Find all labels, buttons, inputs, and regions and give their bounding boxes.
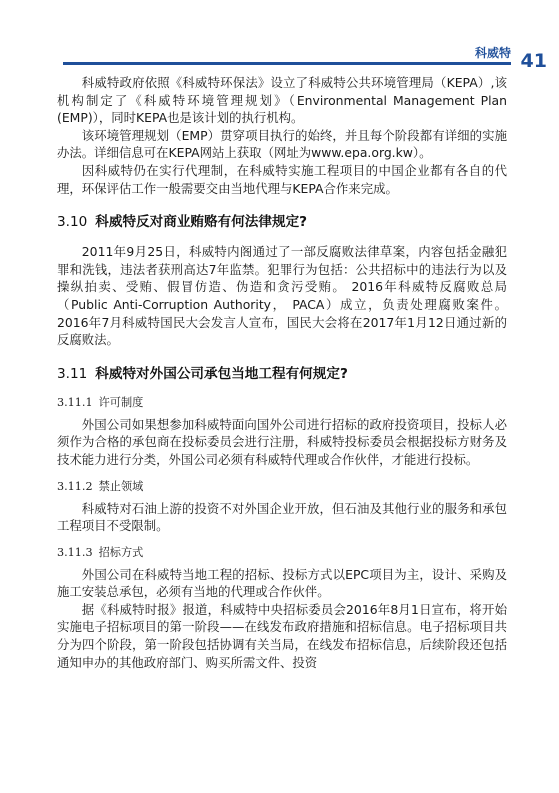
section-heading-3-10 bbox=[57, 213, 507, 231]
paragraph-agency: 因科威特仍在实行代理制，在科威特实施工程项目的中国企业都有各自的代理，环保评估工作一般需要交由当地代理与KEPA合作来完成。 bbox=[57, 162, 507, 196]
subsection-number: 3.11.3 bbox=[57, 545, 93, 559]
section-title: 科威特反对商业贿赂有何法律规定? bbox=[95, 214, 308, 231]
page-number: 41 bbox=[520, 50, 547, 72]
section-number: 3.11 bbox=[57, 365, 88, 382]
paragraph-license: 外国公司如果想参加科威特面向国外公司进行招标的政府投资项目，投标人必须作为合格的承包商在投标委员会进行注册，科威特投标委员会根据投标方财务及技术能力进行分类，外国公司必须有科威特代理或合作伙伴，才能进行投标。 bbox=[57, 416, 507, 467]
subsection-heading-3-11-1 bbox=[57, 395, 507, 411]
subsection-number: 3.11.1 bbox=[57, 395, 93, 409]
subsection-heading-3-11-3 bbox=[57, 545, 507, 561]
subsection-number: 3.11.2 bbox=[57, 479, 93, 493]
paragraph-bidding-method: 外国公司在科威特当地工程的招标、投标方式以EPC项目为主，设计、采购及施工安装总承包，必须有当地的代理或合作伙伴。 bbox=[57, 566, 507, 600]
section-number: 3.10 bbox=[57, 214, 88, 231]
subsection-title: 许可制度 bbox=[98, 395, 144, 409]
subsection-title: 禁止领域 bbox=[98, 479, 144, 493]
paragraph-anti-corruption: 2011年9月25日，科威特内阁通过了一部反腐败法律草案，内容包括金融犯罪和洗钱，违法者获刑高达7年监禁。犯罪行为包括：公共招标中的违法行为以及操纵拍卖、受贿、假冒仿造、伪造和贪污受贿。 2016年科威特反腐败总局（Public Anti-Corruption Authority， PACA）成立，负责处理腐败案件。2016年7月科威特国民大会发言人宣布，国民大会将在2017年1月12日通过新的反腐败法。 bbox=[57, 244, 507, 348]
header-rule bbox=[63, 62, 511, 65]
subsection-title: 招标方式 bbox=[98, 545, 144, 559]
section-heading-3-11 bbox=[57, 365, 507, 383]
header-label: 科威特 bbox=[474, 46, 511, 60]
page-body bbox=[57, 74, 507, 671]
paragraph-emp: 该环境管理规划（EMP）贯穿项目执行的始终，并且每个阶段都有详细的实施办法。详细信息可在KEPA网站上获取（网址为www.epa.org.kw）。 bbox=[57, 127, 507, 161]
section-title: 科威特对外国公司承包当地工程有何规定? bbox=[95, 365, 348, 382]
paragraph-prohibited: 科威特对石油上游的投资不对外国企业开放，但石油及其他行业的服务和承包工程项目不受限制。 bbox=[57, 500, 507, 534]
paragraph-e-tender: 据《科威特时报》报道，科威特中央招标委员会2016年8月1日宣布，将开始实施电子招标项目的第一阶段——在线发布政府措施和招标信息。电子招标项目共分为四个阶段，第一阶段包括协调有关当局，在线发布招标信息，后续阶段还包括通知申办的其他政府部门、购买所需文件、投资 bbox=[57, 601, 507, 670]
subsection-heading-3-11-2 bbox=[57, 479, 507, 495]
paragraph-kepa: 科威特政府依照《科威特环保法》设立了科威特公共环境管理局（KEPA）,该机构制定了《科威特环境管理规划》（Environmental Management Plan (EMP)），同时KEPA也是该计划的执行机构。 bbox=[57, 75, 507, 126]
